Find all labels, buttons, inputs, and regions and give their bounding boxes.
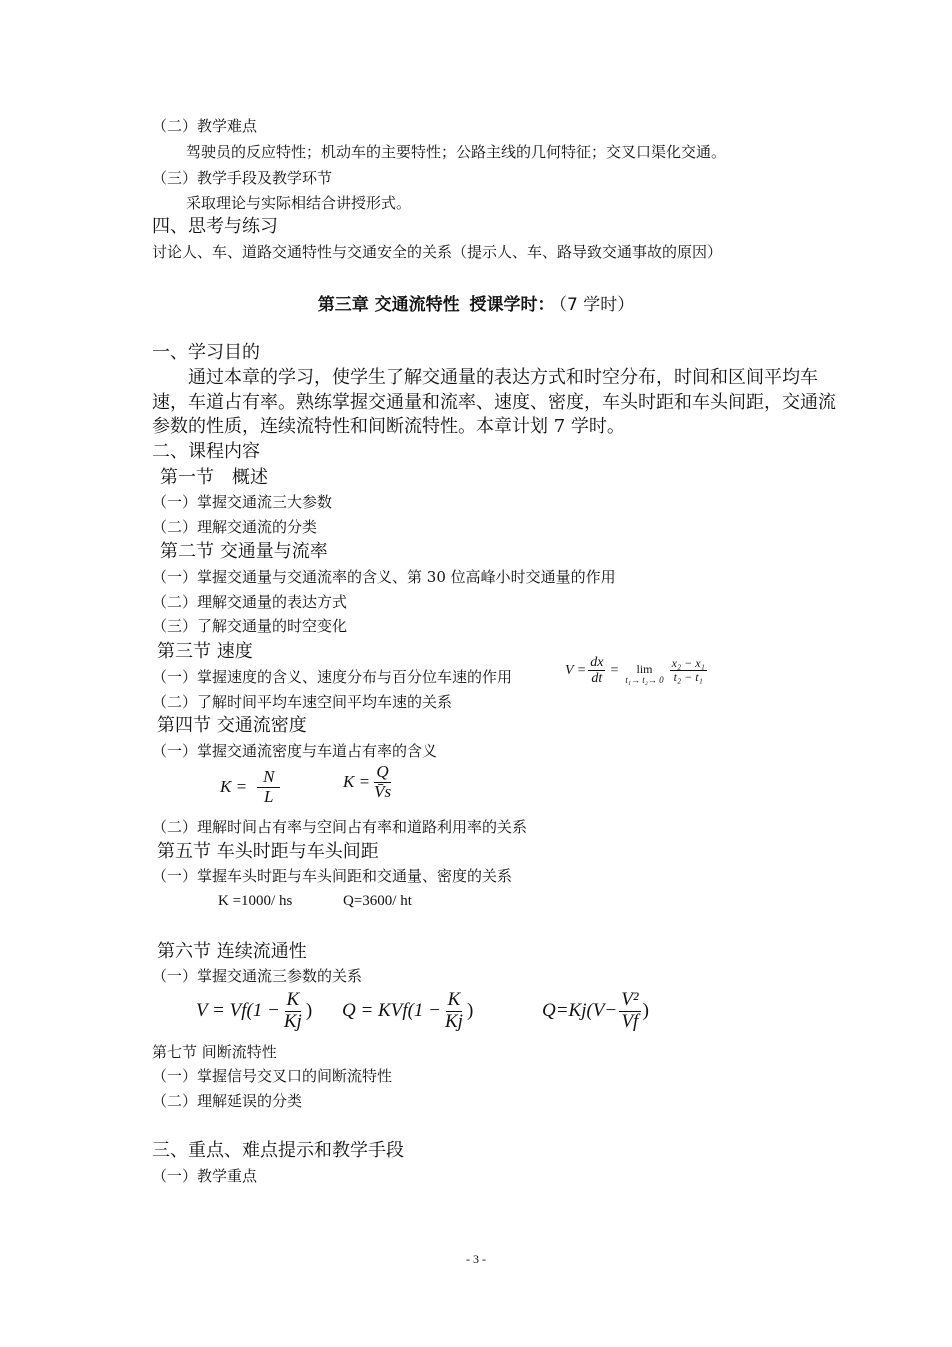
relation-formula-1 (196, 990, 312, 1033)
section-7-item-1: （一）掌握信号交叉口的间断流特性 (152, 1067, 393, 1085)
relation-formula-3 (542, 990, 649, 1033)
speed-fraction (670, 657, 707, 684)
rel3-den: Vf (621, 1010, 639, 1032)
rel1-num: K (286, 989, 300, 1010)
section-title-exercises: 四、思考与练习 (152, 216, 278, 237)
rel1-lhs: V = Vf(1 − (196, 1000, 280, 1022)
section-6-item-1: （一）掌握交通流三参数的关系 (152, 967, 363, 985)
section-6-title: 第六节 连续流通性 (157, 941, 307, 962)
rel1-fraction (282, 990, 304, 1033)
objectives-paragraph: 通过本章的学习，使学生了解交通量的表达方式和时空分布，时间和区间平均车速，车道占有率。熟练掌握交通量和流率、速度、密度，车头时距和车头间距，交通流参数的性质，连续流特性和间断流特性。本章计划 7 学时。 (152, 367, 836, 437)
content-heading: 二、课程内容 (152, 441, 260, 462)
density-formula-2 (343, 763, 395, 801)
density2-num: Q (376, 762, 389, 781)
speed-derivative-num: dx (590, 655, 604, 670)
section-2-item-2: （二）理解交通量的表达方式 (152, 593, 348, 611)
section-7-item-2: （二）理解延误的分类 (152, 1092, 303, 1110)
section-2-item-1: （一）掌握交通量与交通流率的含义、第 30 位高峰小时交通量的作用 (152, 568, 616, 586)
density2-lhs: K = (343, 772, 371, 792)
density1-den: L (264, 786, 274, 806)
rel1-den: Kj (283, 1010, 302, 1032)
chapter-title (0, 290, 952, 315)
speed-fraction-num: x₂ − x₁ (671, 656, 705, 671)
section-1-title: 第一节 概述 (160, 467, 268, 488)
headway-formula-q: Q=3600/ ht (343, 893, 412, 909)
density1-num: N (257, 768, 280, 788)
key-points-sub-1: （一）教学重点 (152, 1167, 258, 1185)
speed-lhs: V = (565, 662, 587, 678)
density1-fraction (257, 768, 280, 806)
section-5-title: 第五节 车头时距与车头间距 (157, 841, 379, 862)
objectives-heading: 一、学习目的 (152, 342, 260, 363)
rel2-num: K (447, 989, 461, 1010)
section-7-title: 第七节 间断流特性 (152, 1043, 277, 1061)
speed-lim-sub: t₁→ t₂→ 0 (625, 674, 664, 685)
chapter-hours-value: （7 学时） (558, 295, 635, 315)
rel3-tail: ) (642, 1000, 649, 1022)
relation-formula-2 (342, 990, 473, 1033)
chapter-name: 第三章 交通流特性 (317, 295, 460, 315)
difficulty-text: 驾驶员的反应特性；机动车的主要特性；公路主线的几何特征；交叉口渠化交通。 (186, 143, 727, 161)
density-formula-1 (220, 768, 282, 806)
section-1-item-1: （一）掌握交通流三大参数 (152, 493, 333, 511)
section-3-title: 第三节 速度 (157, 641, 253, 662)
density1-lhs: K = (220, 777, 248, 797)
rel2-fraction (443, 990, 465, 1033)
density2-den: V̄s (374, 781, 392, 801)
section-3-item-1: （一）掌握速度的含义、速度分布与百分位车速的作用 (152, 668, 513, 686)
section-4-item-2: （二）理解时间占有率与空间占有率和道路利用率的关系 (152, 818, 528, 836)
methods-text: 采取理论与实际相结合讲授形式。 (186, 194, 412, 212)
speed-derivative (588, 655, 605, 687)
rel1-tail: ) (305, 1000, 313, 1022)
chapter-hours-label: 授课学时： (469, 295, 555, 315)
speed-lim: lim (636, 661, 653, 676)
speed-formula (565, 655, 709, 687)
page-number: - 3 - (466, 1252, 486, 1266)
section-2-title: 第二节 交通量与流率 (160, 541, 328, 562)
speed-fraction-den: t₂ − t₁ (673, 670, 703, 685)
speed-eq: = (610, 662, 619, 678)
density2-fraction (372, 763, 393, 801)
rel2-den: Kj (445, 1010, 463, 1032)
key-points-heading: 三、重点、难点提示和教学手段 (152, 1140, 404, 1161)
section-1-item-2: （二）理解交通流的分类 (152, 518, 318, 536)
headway-formula-k: K =1000/ hs (218, 893, 293, 909)
rel3-lhs: Q=Kj(V− (542, 1000, 618, 1022)
exercises-text: 讨论人、车、道路交通特性与交通安全的关系（提示人、车、路导致交通事故的原因） (152, 243, 723, 261)
section-5-item-1: （一）掌握车头时距与车头间距和交通量、密度的关系 (152, 867, 513, 885)
rel2-tail: ) (466, 1000, 474, 1022)
section-title-methods: （三）教学手段及教学环节 (152, 169, 333, 187)
rel3-fraction (619, 990, 640, 1033)
speed-limit (625, 657, 663, 685)
section-3-item-2: （二）了解时间平均车速空间平均车速的关系 (152, 693, 453, 711)
section-4-item-1: （一）掌握交通流密度与车道占有率的含义 (152, 742, 438, 760)
speed-derivative-den: dt (591, 671, 603, 687)
section-2-item-3: （三）了解交通量的时空变化 (152, 617, 348, 635)
rel2-lhs: Q = KVf(1 − (342, 1000, 441, 1022)
section-title-difficulty: （二）教学难点 (152, 117, 258, 135)
section-4-title: 第四节 交通流密度 (157, 715, 307, 736)
rel3-num: V² (621, 989, 639, 1010)
